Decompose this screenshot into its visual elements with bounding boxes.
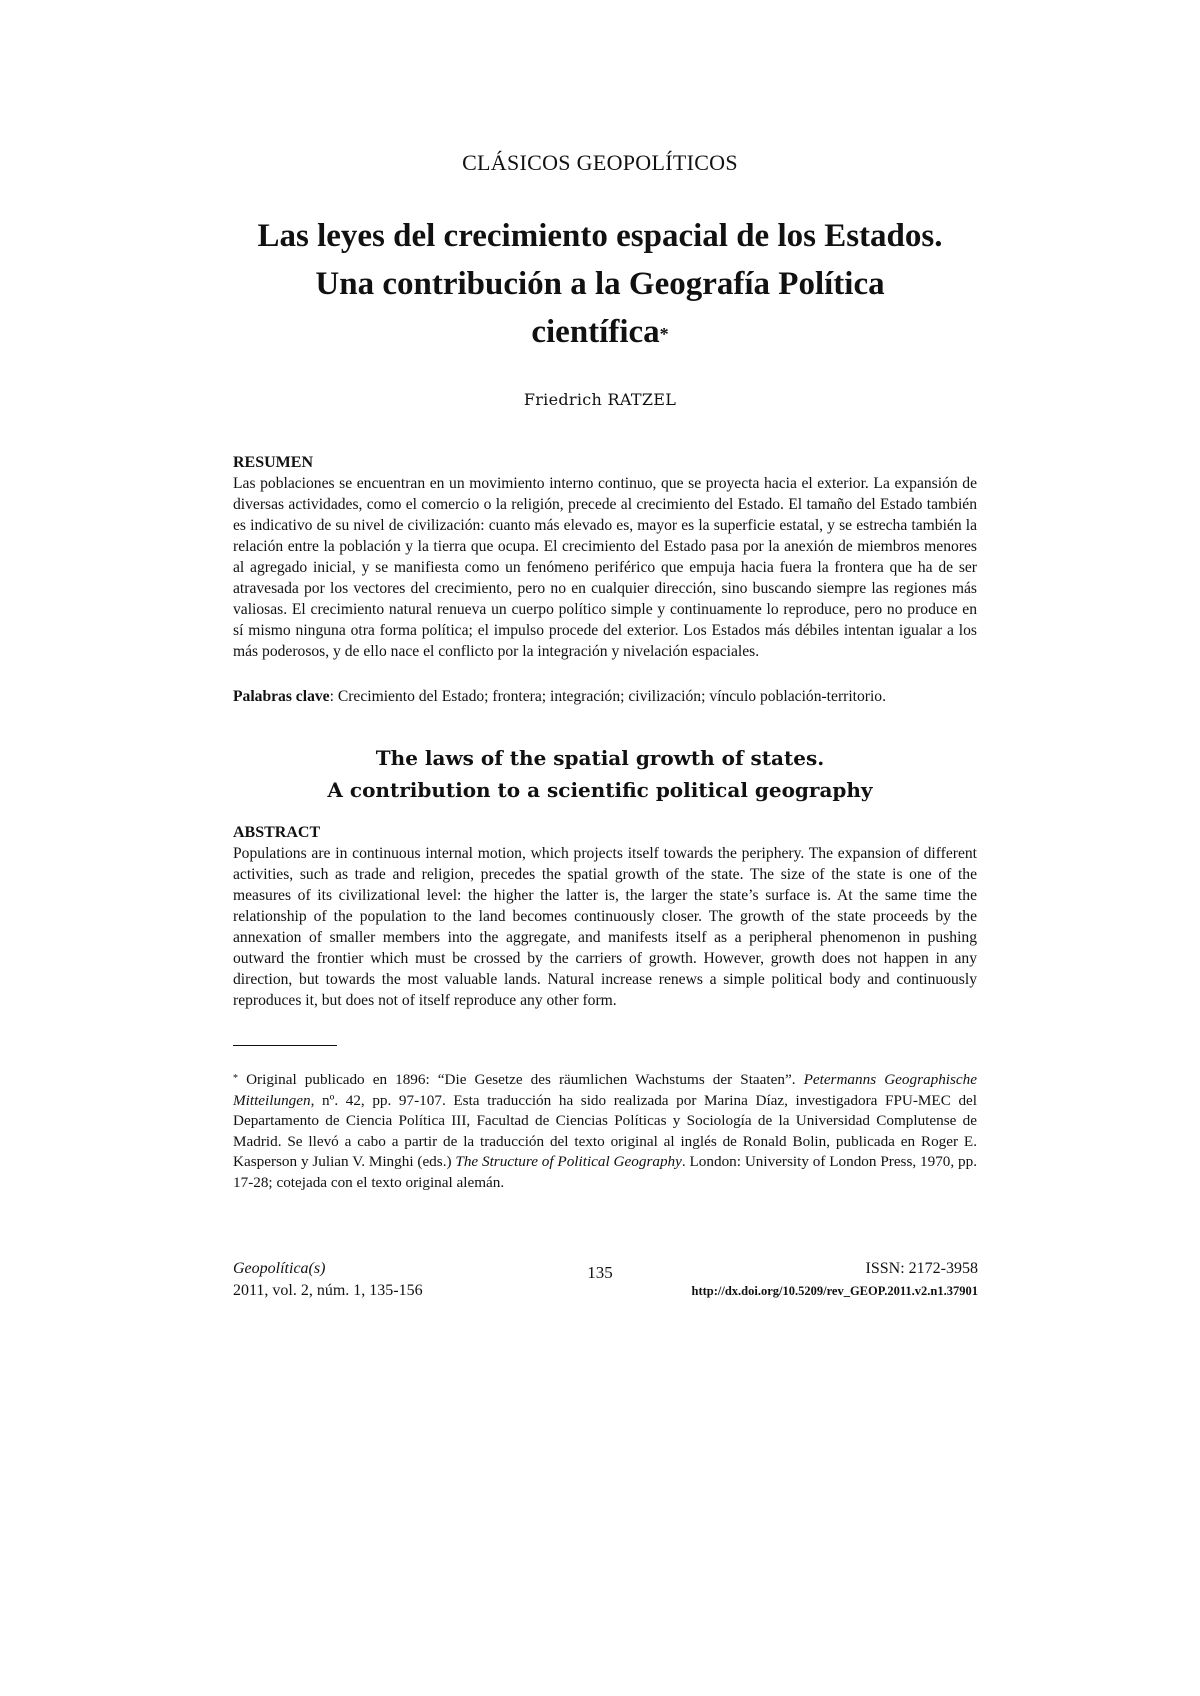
resumen-body: Las poblaciones se encuentran en un movimiento interno continuo, que se proyecta hacia el exterior. La expansión de diversas actividades, como el comercio o la religión, precede al crecimiento del Estado. El tamaño del Estado también es indicativo de su nivel de civilización: cuanto más elevado es, mayor es la superficie estatal, y se estrecha también la relación entre la población y la tierra que ocupa. El crecimiento del Estado pasa por la anexión de miembros menores al agregado inicial, y se manifiesta como un fenómeno periférico que empuja hacia fuera la frontera que ha de ser atravesada por los vectores del crecimiento, pero no en cualquier dirección, sino buscando siempre las regiones más valiosas. El crecimiento natural renueva un cuerpo político simple y continuamente lo reproduce, pero no produce en sí mismo ninguna otra forma política; el impulso procede del exterior. Los Estados más débiles intentan igualar a los más poderosos, y de ello nace el conflicto por la integración y nivelación espaciales. xyxy=(233,475,977,660)
resumen-heading: RESUMEN xyxy=(233,454,314,471)
page-number: 135 xyxy=(587,1263,613,1282)
footer-volume: 2011, vol. 2, núm. 1, 135-156 xyxy=(233,1282,423,1299)
abstract-body: Populations are in continuous internal motion, which projects itself towards the periphery. The expansion of different activities, such as trade and religion, precedes the spatial growth of the state. The size of the state is one of the measures of its civilizational level: the higher the latter is, the larger the state’s surface is. At the same time the relationship of the population to the land becomes continuously closer. The growth of the state proceeds by the annexation of smaller members into the aggregate, and manifests itself as a peripheral phenomenon in pushing outward the frontier which must be crossed by the carriers of growth. However, growth does not happen in any direction, but towards the most valuable lands. Natural increase renews a simple political body and continuously reproduces it, but does not of itself reproduce any other form. xyxy=(233,845,977,1009)
footnote-text-3: . London: University of London Press, 1970, pp. 17-28; cotejada con el texto original alemán. xyxy=(233,1153,977,1191)
keywords xyxy=(233,686,977,707)
keywords-label: Palabras clave xyxy=(233,688,330,705)
article-title-line-1: Las leyes del crecimiento espacial de los Estados. xyxy=(257,218,943,254)
footnote-marker: * xyxy=(233,1073,238,1084)
keywords-separator: : xyxy=(329,688,338,705)
abstract-heading: ABSTRACT xyxy=(233,824,321,841)
footer-citation xyxy=(233,1258,423,1302)
title-footnote-marker[interactable]: * xyxy=(659,324,669,344)
article-title-line-3-text: científica xyxy=(531,314,660,350)
footnote xyxy=(233,1070,977,1193)
footer-identifiers xyxy=(692,1258,979,1302)
section-label: CLÁSICOS GEOPOLÍTICOS xyxy=(462,150,738,175)
english-title xyxy=(200,742,1000,806)
article-title-line-2: Una contribución a la Geografía Política xyxy=(315,266,885,302)
abstract-section xyxy=(233,822,977,1011)
footnote-text-1: Original publicado en 1896: “Die Gesetze des räumlichen Wachstums der Staaten”. xyxy=(238,1071,804,1088)
footnote-divider xyxy=(233,1045,337,1046)
article-title-line-3 xyxy=(200,308,1000,356)
english-title-line-1: The laws of the spatial growth of states. xyxy=(375,746,825,770)
footer-journal-name: Geopolítica(s) xyxy=(233,1260,326,1277)
footer-issn: ISSN: 2172-3958 xyxy=(865,1260,978,1277)
footnote-text-2: , nº. 42, pp. 97-107. Esta traducción ha sido realizada por Marina Díaz, investigadora FPU-MEC del Departamento de Ciencia Política III, Facultad de Ciencias Políticas y Sociología de la Universidad Complutense de Madrid. Se llevó a cabo a partir de la traducción del texto original al inglés de Ronald Bolin, publicada en Roger E. Kasperson y Julian V. Minghi (eds.) xyxy=(233,1091,977,1170)
footnote-book-title: The Structure of Political Geography xyxy=(455,1153,682,1170)
article-title xyxy=(200,212,1000,356)
keywords-value: Crecimiento del Estado; frontera; integración; civilización; vínculo población-territorio. xyxy=(337,688,887,705)
resumen-section xyxy=(233,452,977,662)
footnote-journal: Petermanns Geographische Mitteilungen xyxy=(233,1071,977,1109)
doi-link[interactable]: http://dx.doi.org/10.5209/rev_GEOP.2011.v2.n1.37901 xyxy=(691,1284,978,1298)
english-title-line-2: A contribution to a scientific political geography xyxy=(327,778,873,802)
author-name: Friedrich RATZEL xyxy=(523,390,677,409)
